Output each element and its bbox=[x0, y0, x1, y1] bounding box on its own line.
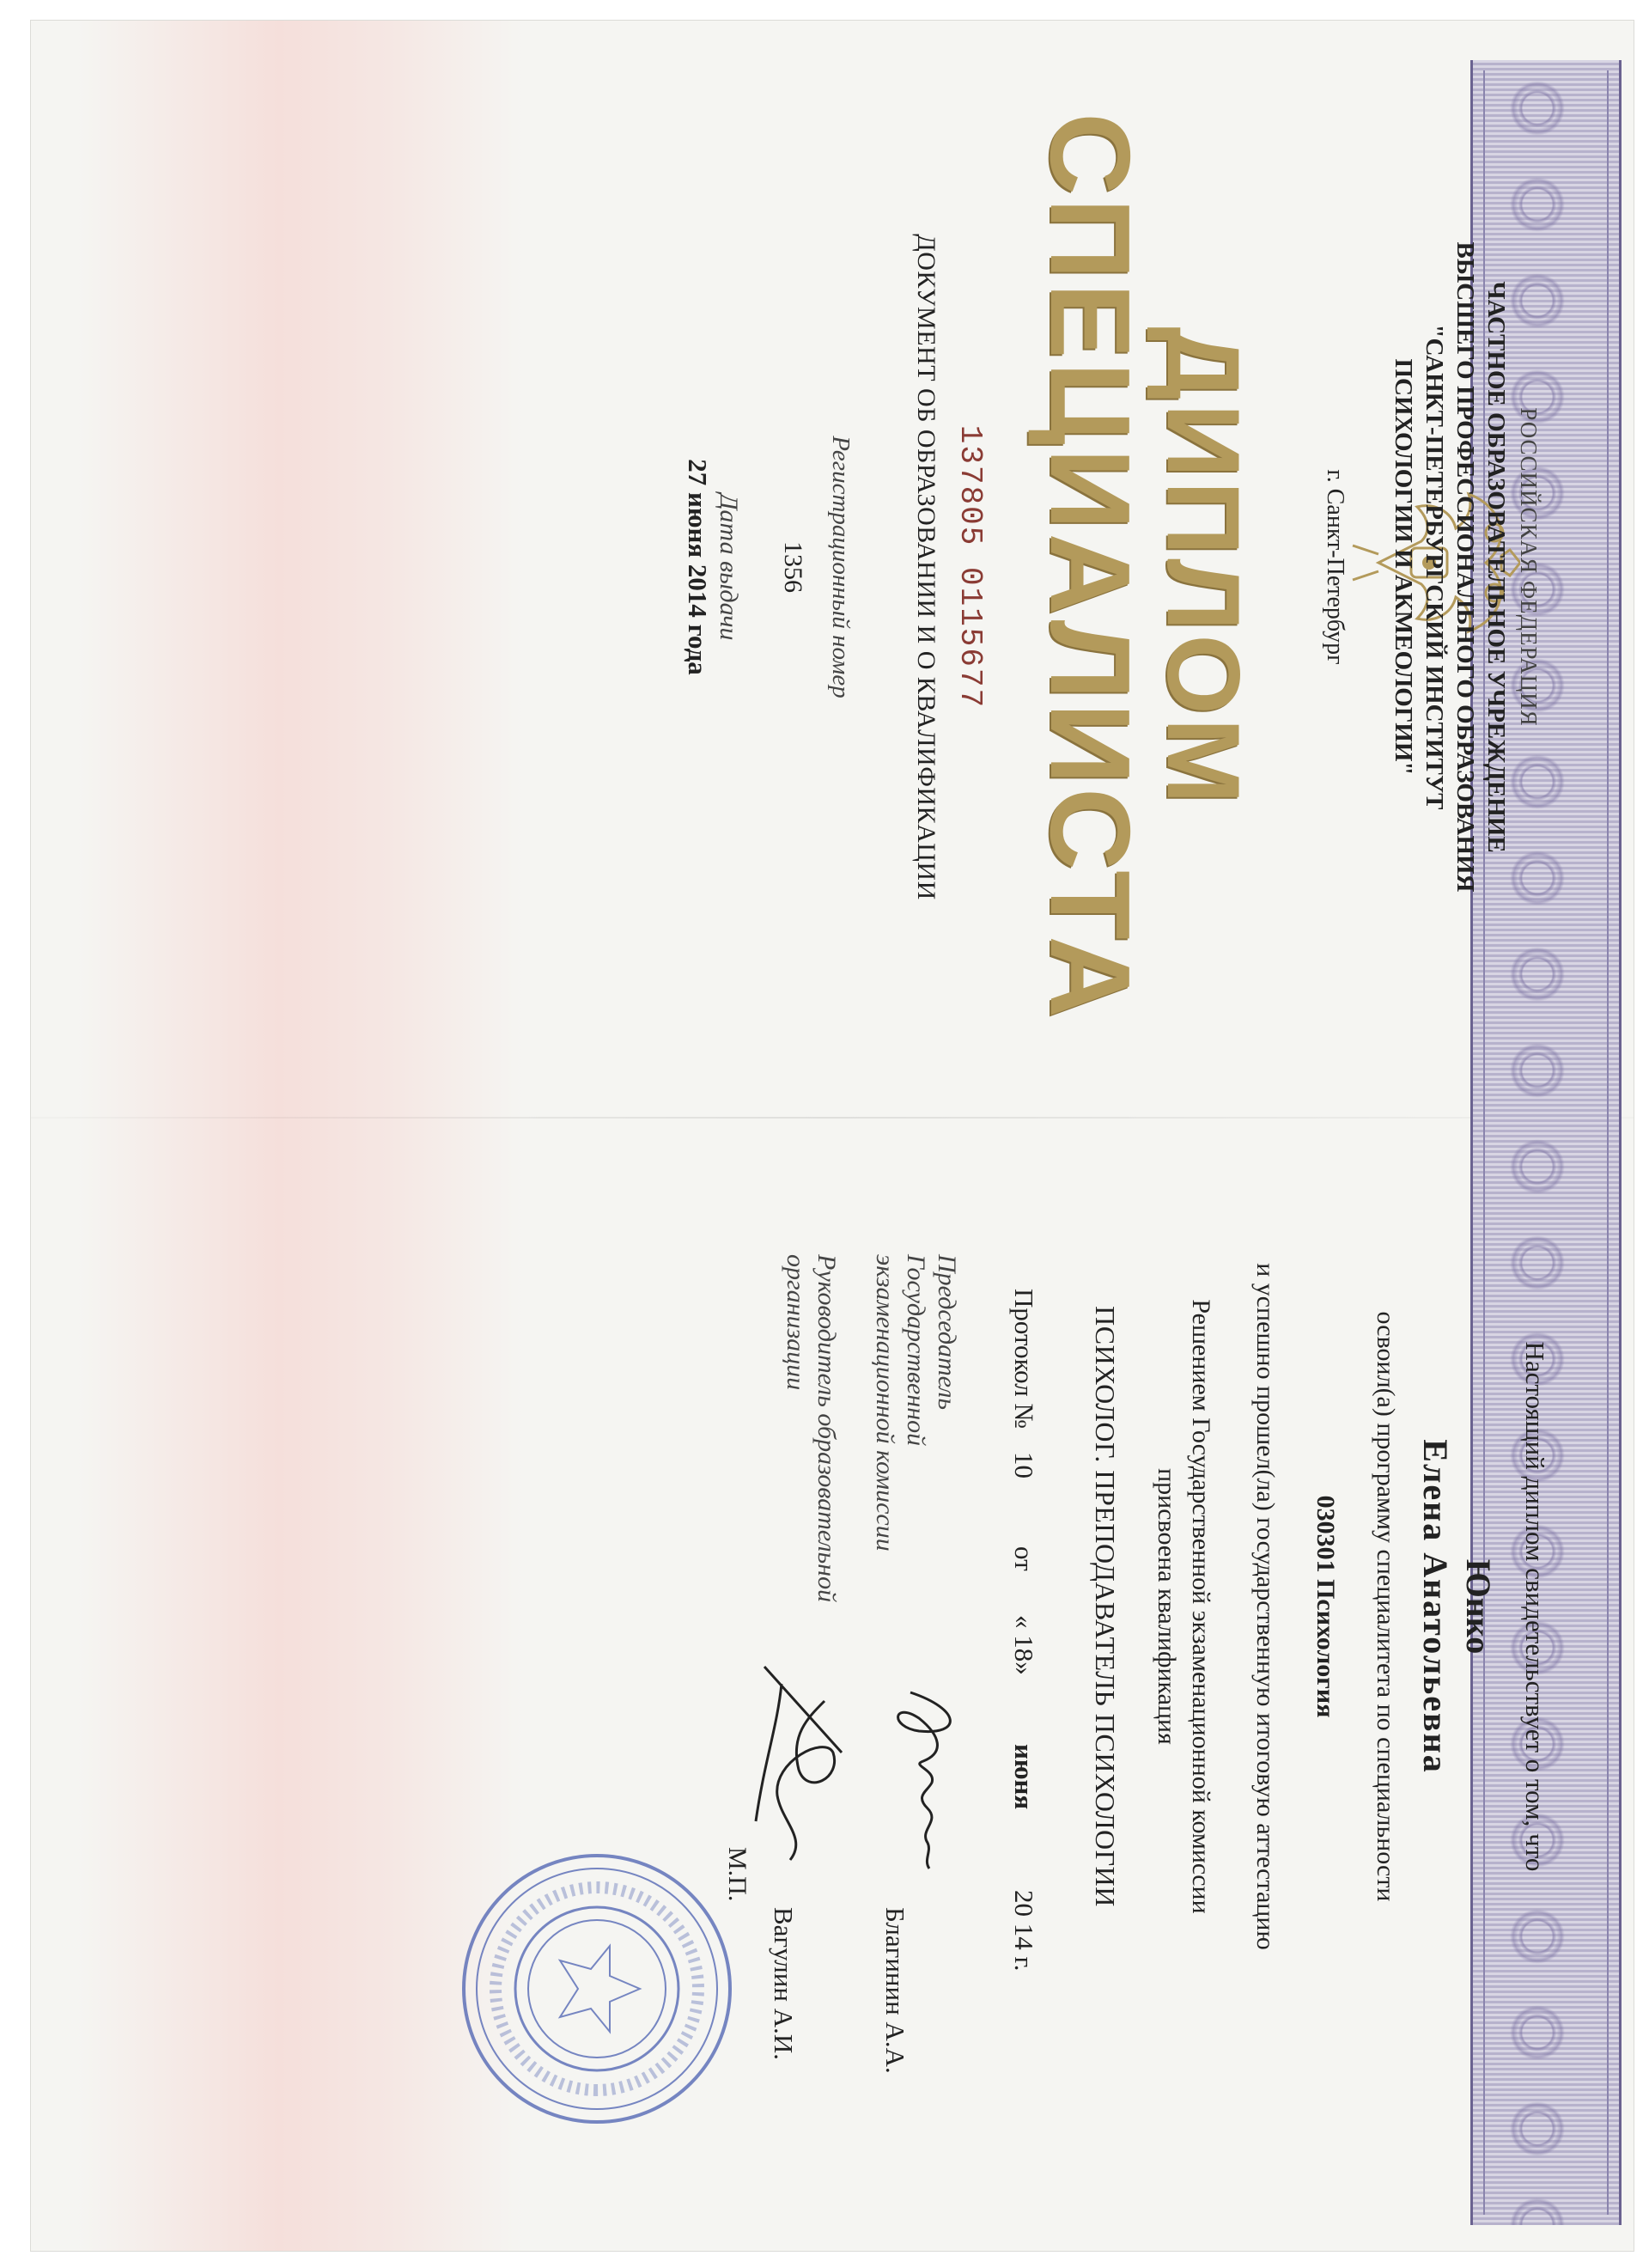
protocol-day: « 18» bbox=[1009, 1615, 1039, 1675]
issue-date-label: Дата выдачи bbox=[715, 493, 743, 641]
round-seal-icon bbox=[455, 1847, 739, 2131]
protocol-month: июня bbox=[1009, 1744, 1039, 1810]
protocol-from: от bbox=[1009, 1546, 1039, 1571]
program-text: освоил(а) программу специалитета по специальности bbox=[1372, 1311, 1400, 1902]
qualification: ПСИХОЛОГ. ПРЕПОДАВАТЕЛЬ ПСИХОЛОГИИ bbox=[1090, 1306, 1121, 1907]
head-label-line-1: Руководитель образовательной bbox=[812, 1254, 841, 1603]
serial-number: 137805 0115677 bbox=[952, 424, 988, 710]
protocol-year: 20 14 г. bbox=[1009, 1890, 1039, 1972]
institution-line-4: ПСИХОЛОГИИ И АКМЕОЛОГИИ" bbox=[1390, 358, 1417, 776]
issue-date: 27 июня 2014 года bbox=[683, 459, 713, 675]
head-signature-icon bbox=[739, 1649, 859, 1873]
chair-label-line-3: экзаменационной комиссии bbox=[871, 1254, 899, 1552]
institution-line-3: "САНКТ-ПЕТЕРБУРГСКИЙ ИНСТИТУТ bbox=[1421, 324, 1448, 810]
registration-label: Регистрационный номер bbox=[827, 436, 855, 698]
head-name: Вагулин А.И. bbox=[769, 1907, 799, 2060]
chair-name: Благинин А.А. bbox=[880, 1907, 910, 2074]
attestation-text: и успешно прошел(ла) государственную итоговую аттестацию bbox=[1251, 1263, 1280, 1950]
intro-text: Настоящий диплом свидетельствует о том, что bbox=[1520, 1341, 1550, 1872]
diploma-title-line-2: СПЕЦИАЛИСТА bbox=[1027, 113, 1153, 1021]
protocol-label: Протокол № bbox=[1009, 1289, 1039, 1429]
chair-signature-icon bbox=[876, 1684, 971, 1873]
decision-line-1: Решением Государственной экзаменационной комиссии bbox=[1187, 1299, 1215, 1914]
specialty: 030301 Психология bbox=[1311, 1495, 1340, 1718]
institution-line-1: ЧАСТНОЕ ОБРАЗОВАТЕЛЬНОЕ УЧРЕЖДЕНИЕ bbox=[1482, 281, 1510, 853]
chair-label-line-1: Председатель bbox=[933, 1254, 961, 1411]
document-type: ДОКУМЕНТ ОБ ОБРАЗОВАНИИ И О КВАЛИФИКАЦИИ bbox=[912, 234, 940, 900]
protocol-number: 10 bbox=[1009, 1452, 1039, 1478]
city: г. Санкт-Петербург bbox=[1322, 469, 1348, 665]
registration-number: 1356 bbox=[779, 541, 807, 593]
decision-line-2: присвоена квалификация bbox=[1153, 1468, 1181, 1745]
graduate-name: Елена Анатольевна bbox=[1416, 1439, 1455, 1774]
head-label-line-2: организации bbox=[782, 1254, 810, 1391]
institution-line-2: ВЫСШЕГО ПРОФЕССИОНАЛЬНОГО ОБРАЗОВАНИЯ bbox=[1451, 241, 1479, 893]
country-name: РОССИЙСКАЯ ФЕДЕРАЦИЯ bbox=[1516, 407, 1542, 727]
seal-place: М.П. bbox=[723, 1847, 751, 1902]
graduate-surname: Юнко bbox=[1459, 1558, 1498, 1655]
chair-label-line-2: Государственной bbox=[902, 1254, 930, 1447]
diploma-title-line-1: ДИПЛОМ bbox=[1146, 326, 1261, 808]
